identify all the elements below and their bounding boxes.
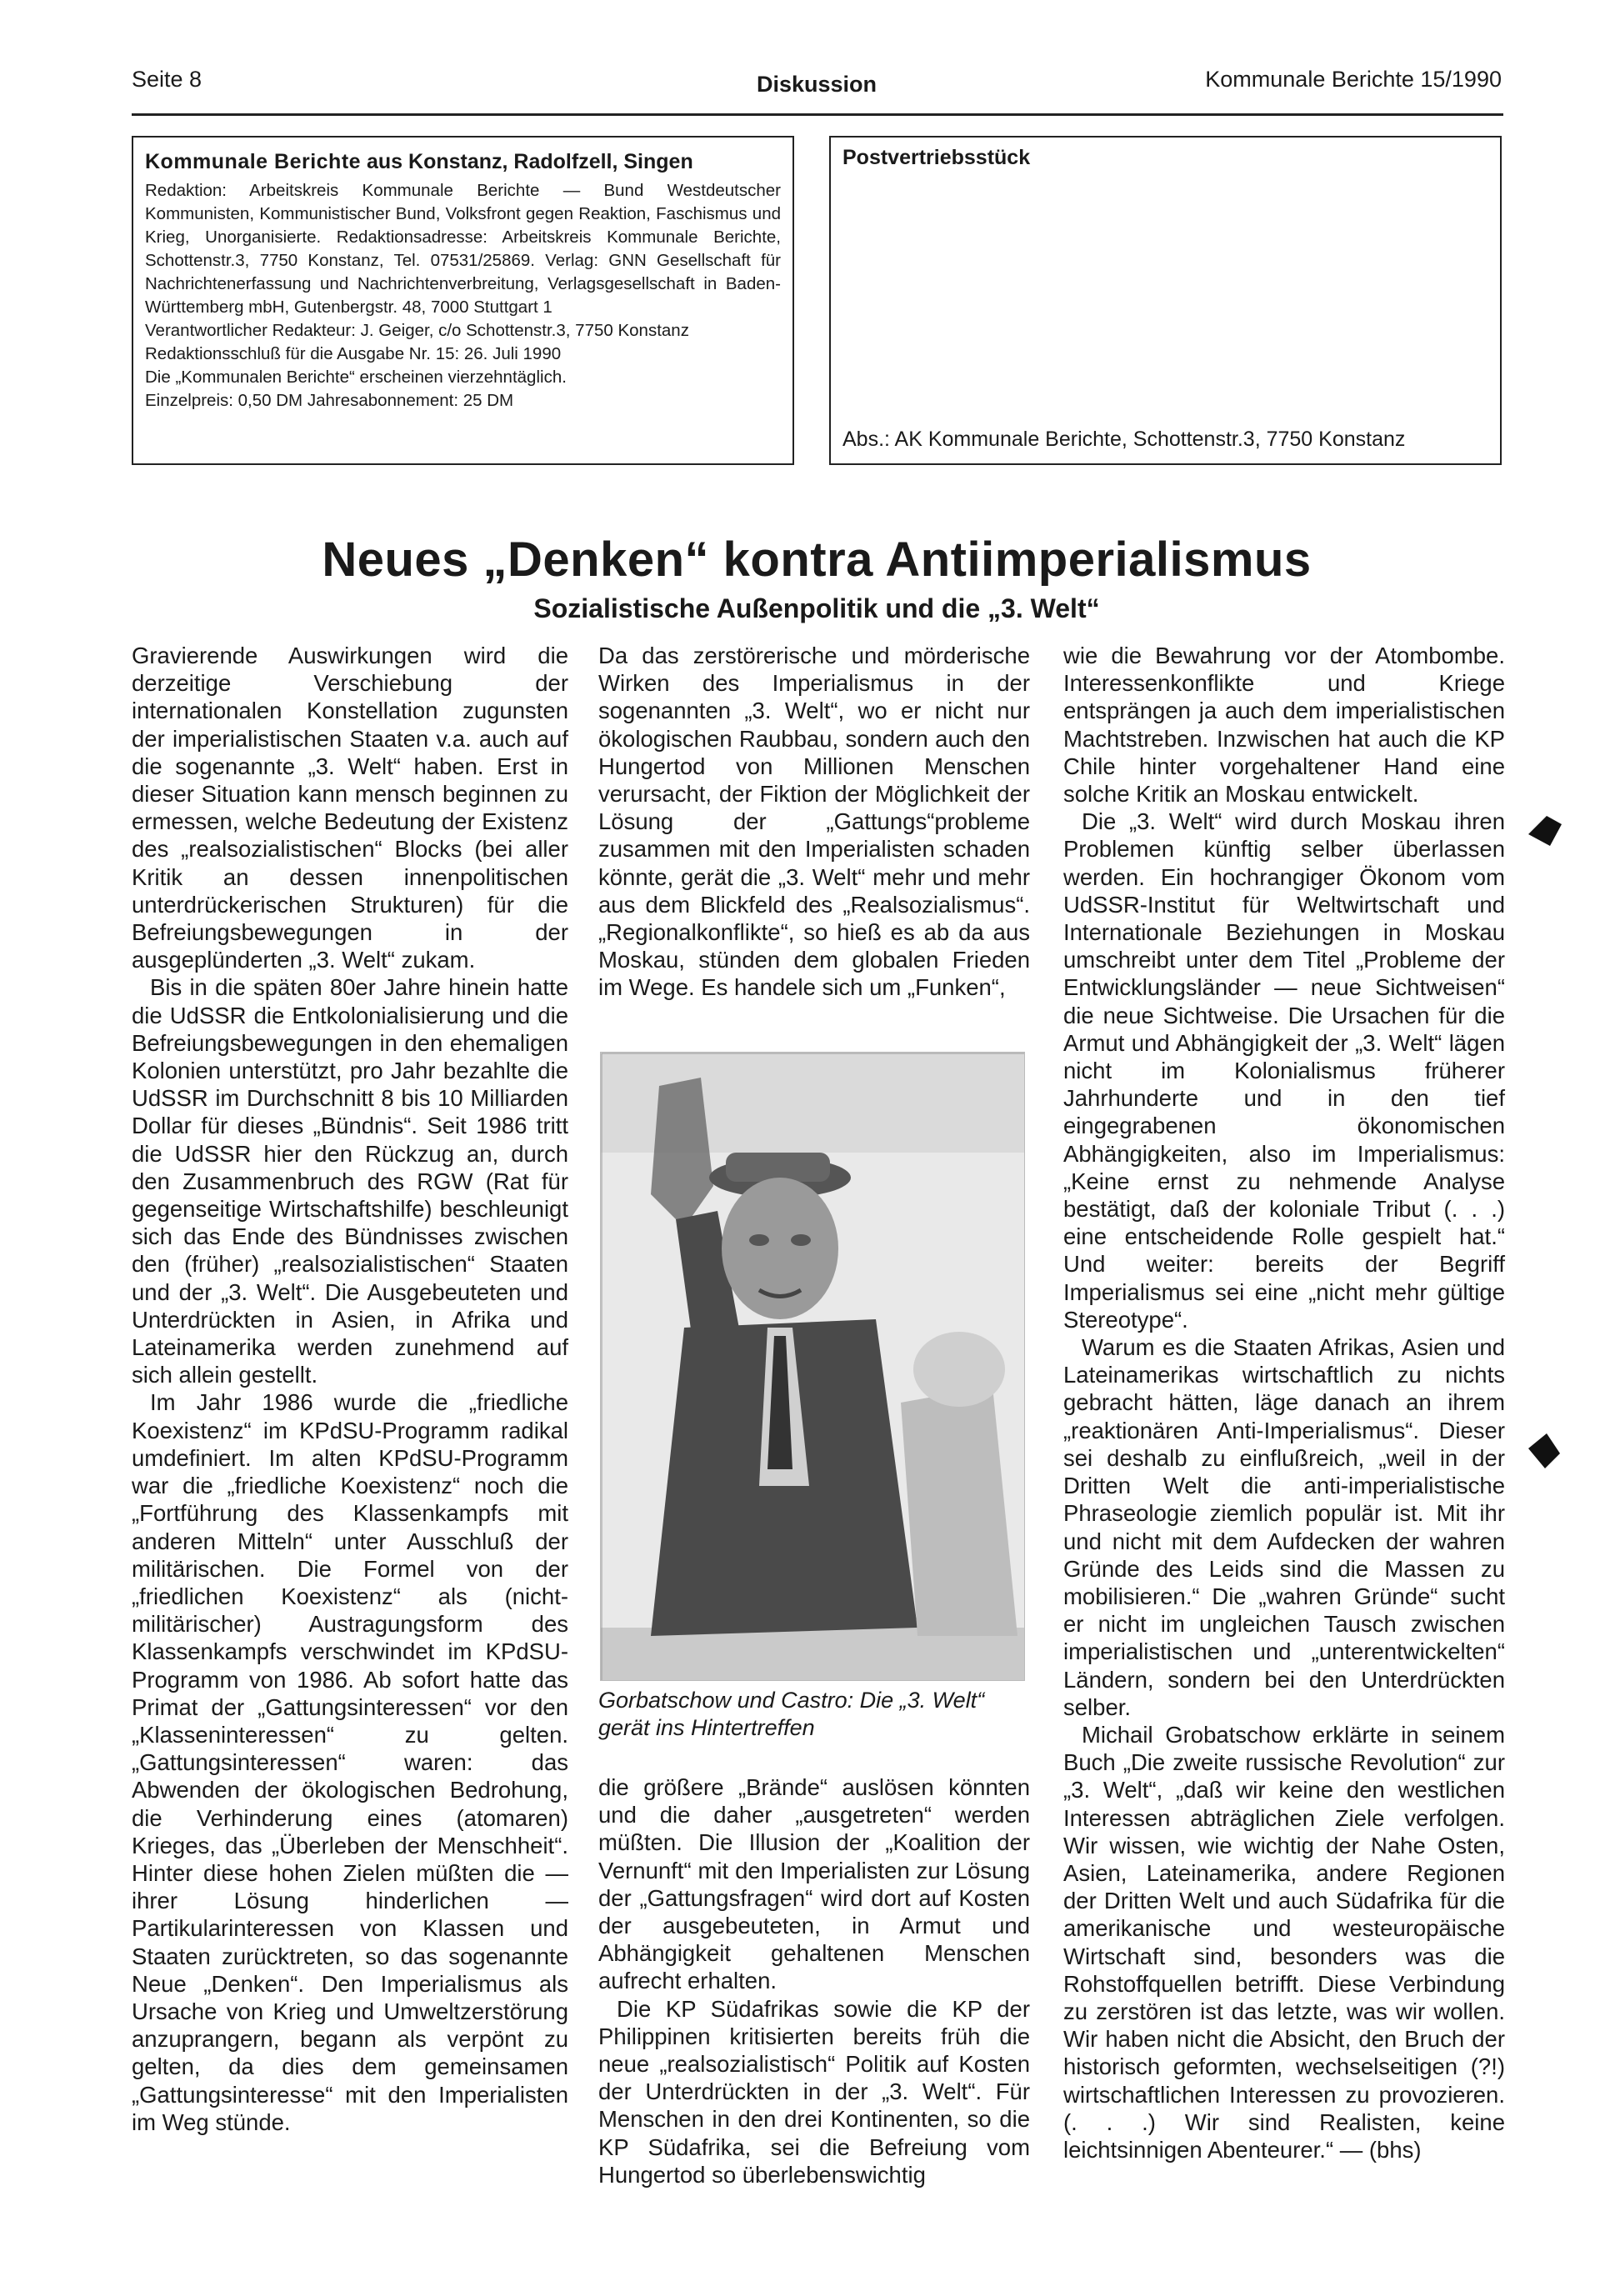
impressum-title-rest: aus Konstanz, Radolfzell, Singen bbox=[361, 150, 693, 173]
article-column-1 bbox=[132, 642, 568, 2136]
impressum-brand: Kommunale Berichte bbox=[145, 150, 362, 173]
photo-caption: Gorbatschow und Castro: Die „3. Welt“ gerät ins Hintertreffen bbox=[598, 1688, 985, 1740]
impressum-body: Redaktion: Arbeitskreis Kommunale Berichte — Bund Westdeutscher Kommunisten, Kommunistischer Bund, Volksfront gegen Reaktion, Faschismus und Krieg, Unorganisierte. Redaktionsadresse: Arbeitskreis Kommunale Berichte, Schottenstr.3, 7750 Konstanz, Tel. 07531/25869. Verlag: GNN Gesellschaft für Nachrichtenerfassung und Nachrichtenverbreitung, Verlagsgesellschaft in Baden-Württemberg mbH, Gutenbergstr. 48, 7000 Stuttgart 1 bbox=[145, 181, 781, 317]
publication-issue: Kommunale Berichte 15/1990 bbox=[1205, 67, 1502, 92]
article-column-2 bbox=[598, 642, 1030, 1002]
paragraph: Bis in die späten 80er Jahre hinein hatte die UdSSR die Entkolonialisierung und die Befreiungsbewegungen in den ehemaligen Kolonien unterstützt, pro Jahr bezahlte die UdSSR im Durchschnitt 8 bis 10 Milliarden Dollar für dieses „Bündnis“. Seit 1986 tritt die UdSSR hier den Rückzug an, durch den Zusammenbruch des RGW (Rat für gegenseitige Wirtschaftshilfe) beschleunigt sich das Ende des Bündnisses zwischen den (früher) „realsozialistischen“ Staaten und der „3. Welt“. Die Ausgebeuteten und Unterdrückten in Asien, in Afrika und Lateinamerika werden zunehmend auf sich allein gestellt. bbox=[132, 974, 568, 1388]
article-column-3 bbox=[1063, 642, 1505, 2163]
paragraph: Warum es die Staaten Afrikas, Asien und Lateinamerikas wirtschaftlich zu nichts gebracht hätten, läge danach an ihrem „reaktionären Anti-Imperialismus“. Dieser sei deshalb zu einflußreich, „weil in der Dritten Welt die anti-imperialistische Phraseologie ziemlich populär ist. Mit ihr und nicht mit dem Aufdecken der wahren Gründe des Leids sind die Massen zu mobilisieren.“ Die „wahren Gründe“ sucht er nicht im ungleichen Tausch zwischen imperialistischen und „unterentwickelten“ Ländern, sondern bei den Unterdrückten selber. bbox=[1063, 1334, 1505, 1720]
paragraph: Gravierende Auswirkungen wird die derzeitige Verschiebung der internationalen Konstellation zugunsten der imperialistischen Staaten v.a. auch auf die sogenannte „3. Welt“ haben. Erst in dieser Situation kann mensch beginnen zu ermessen, welche Bedeutung der Existenz des „realsozialistischen“ Blocks (bei aller Kritik an dessen innenpolitischen unterdrückerischen Strukturen) für die Befreiungsbewegungen in der ausgeplünderten „3. Welt“ zukam. bbox=[132, 643, 568, 973]
header-rule bbox=[132, 113, 1503, 116]
impressum-line: Verantwortlicher Redakteur: J. Geiger, c/o Schottenstr.3, 7750 Konstanz bbox=[145, 321, 689, 340]
postvertrieb-title: Postvertriebsstück bbox=[842, 146, 1031, 169]
page-header bbox=[132, 67, 1502, 108]
article-subheadline: Sozialistische Außenpolitik und die „3. Welt“ bbox=[533, 593, 1100, 623]
impressum-box bbox=[132, 136, 794, 465]
paragraph: Die „3. Welt“ wird durch Moskau ihren Problemen künftig selber überlassen werden. Ein hochrangiger Ökonom vom UdSSR-Institut für Weltwirtschaft und Internationale Beziehungen in Moskau umschreibt unter dem Titel „Probleme der Entwicklungsländer — neue Sichtweisen“ die neue Sichtweise. Die Ursachen für die Armut und Abhängigkeit der „3. Welt“ lägen nicht im Kolonialismus früherer Jahrhunderte und in den tief eingegrabenen ökonomischen Abhängigkeiten, also im Imperialismus: „Keine ernst zu nehmende Analyse bestätigt, daß der koloniale Tribut (. . .) eine entscheidende Rolle gespielt hat.“ Und weiter: bereits der Begriff Imperialismus sei eine „nicht mehr gültige Stereotype“. bbox=[1063, 808, 1505, 1333]
impressum-line: Einzelpreis: 0,50 DM Jahresabonnement: 25 DM bbox=[145, 391, 514, 410]
paragraph: Da das zerstörerische und mörderische Wirken des Imperialismus in der sogenannten „3. Welt“, wo er nicht nur ökologischen Raubbau, sondern auch den Hungertod von Millionen Menschen verursacht, der Fiktion der Möglichkeit der Lösung der „Gattungs“probleme zusammen mit den Imperialisten schaden könnte, gerät die „3. Welt“ mehr und mehr aus dem Blickfeld des „Realsozialismus“. „Regionalkonflikte“, so hieß es ab da aus Moskau, stünden dem globalen Frieden im Wege. Es handele sich um „Funken“, bbox=[598, 643, 1030, 1001]
paragraph: die größere „Brände“ auslösen könnten und die daher „ausgetreten“ werden müßten. Die Illusion der „Koalition der Vernunft“ mit den Imperialisten zur Lösung der „Gattungsfragen“ wird dort auf Kosten der ausgebeuteten, in Armut und Abhängigkeit gehaltenen Menschen aufrecht erhalten. bbox=[598, 1774, 1030, 1994]
photo-gorbatschow bbox=[601, 1053, 1025, 1681]
hole-punch-mark-lower bbox=[1527, 1432, 1562, 1470]
sender-address: Abs.: AK Kommunale Berichte, Schottenstr.3, 7750 Konstanz bbox=[842, 428, 1406, 451]
impressum-title bbox=[145, 148, 781, 176]
paragraph: Die KP Südafrikas sowie die KP der Philippinen kritisierten bereits früh die neue „realsozialistisch“ Politik auf Kosten der Unterdrückten in der „3. Welt“. Für Menschen in den drei Kontinenten, so die KP Südafrika, sei die Befreiung vom Hungertod so überlebenswichtig bbox=[598, 1995, 1030, 2188]
article-column-2-continued bbox=[598, 1773, 1030, 2188]
paragraph: Im Jahr 1986 wurde die „friedliche Koexistenz“ im KPdSU-Programm radikal umdefiniert. Im alten KPdSU-Programm war die „friedliche Koexistenz“ noch die „Fortführung des Klassenkampfs mit anderen Mitteln“ unter Ausschluß der militärischen. Die Formel von der „friedlichen Koexistenz“ als (nicht-militärischer) Austragungsform des Klassenkampfs verschwindet im KPdSU-Programm von 1986. Ab sofort hatte das Primat der „Gattungsinteressen“ vor den „Klasseninteressen“ zu gelten. „Gattungsinteressen“ waren: das Abwenden der ökologischen Bedrohung, die Verhinderung eines (atomaren) Krieges, das „Überleben der Menschheit“. Hinter diese hohen Zielen müßten die — ihrer Lösung hinderlichen — Partikularinteressen von Klassen und Staaten zurücktreten, so das sogenannte Neue „Denken“. Den Imperialismus als Ursache von Krieg und Umweltzerstörung anzuprangern, begann als verpönt zu gelten, da dies dem gemeinsamen „Gattungsinteresse“ mit den Imperialisten im Weg stünde. bbox=[132, 1389, 568, 2135]
impressum-line: Redaktionsschluß für die Ausgabe Nr. 15: 26. Juli 1990 bbox=[145, 344, 562, 363]
article-headline: Neues „Denken“ kontra Antiimperialismus bbox=[322, 533, 1312, 587]
paragraph: wie die Bewahrung vor der Atombombe. Interessenkonflikte und Kriege entsprängen ja auch dem imperialistischen Machtstreben. Inzwischen hat auch die KP Chile hinter vorgehaltener Hand eine solche Kritik an Moskau entwickelt. bbox=[1063, 643, 1505, 808]
page-number: Seite 8 bbox=[132, 67, 202, 92]
article-photo bbox=[600, 1052, 1025, 1681]
section-title: Diskussion bbox=[756, 72, 878, 97]
paragraph: Michail Grobatschow erklärte in seinem Buch „Die zweite russische Revolution“ zur „3. Welt“, „daß wir keine den westlichen Interessen abträglichen Ziele verfolgen. Wir wissen, wie wichtig der Nahe Osten, Asien, Lateinamerika, andere Regionen der Dritten Welt und auch Südafrika für die amerikanische und westeuropäische Wirtschaft sind, besonders was die Rohstoffquellen betrifft. Diese Verbindung zu zerstören ist das letzte, was wir wollen. Wir haben nicht die Absicht, den Bruch der historisch geformten, wechselseitigen (?!) wirtschaftlichen Interessen zu provozieren. (. . .) Wir sind Realisten, keine leichtsinnigen Abenteurer.“ — (bhs) bbox=[1063, 1721, 1505, 2163]
postvertrieb-box bbox=[829, 136, 1502, 465]
impressum-line: Die „Kommunalen Berichte“ erscheinen vierzehntäglich. bbox=[145, 368, 567, 387]
hole-punch-mark-upper bbox=[1525, 813, 1565, 854]
